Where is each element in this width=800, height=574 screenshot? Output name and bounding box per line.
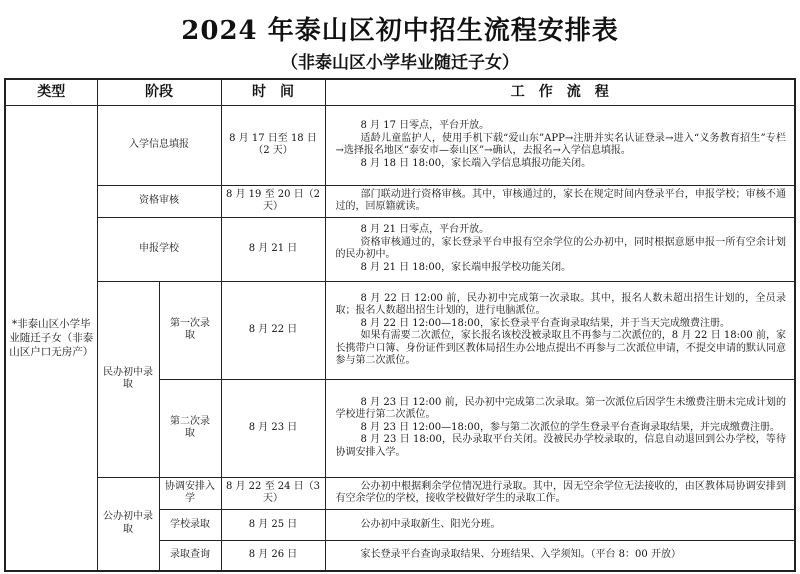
time-public-query: 8 月 26 日	[221, 540, 325, 571]
group-private: 民办初中录取	[97, 281, 159, 477]
page-title: 2024 年泰山区初中招生流程安排表	[181, 16, 619, 46]
table-row	[5, 185, 795, 218]
stage-public-coord: 协调安排入学	[159, 477, 221, 510]
stage-private-first: 第一次录 取	[159, 281, 221, 379]
flow-private-second: 8 月 23 日 12:00 前，民办初中完成第二次录取。第一次派位后因学生未缴费注册未完成计划的学校进行第二次派位。 8 月 23 日 12:00—18:00，参与第二次派位的学生登录平台查询录取结果，并完成缴费注册。 8 月 23 日 18:00，民办录取平台关闭。没被民办学校录取的，信息自动退回到公办学校，等待协调安排入学。	[325, 379, 795, 477]
header-flow: 工 作 流 程	[325, 79, 795, 106]
flow-qualification: 部门联动进行资格审核。其中，审核通过的，家长在规定时间内登录平台，申报学校；审核不通过的，回原籍就读。	[325, 185, 795, 218]
group-public: 公办初中录取	[97, 477, 159, 571]
stage-apply-school: 申报学校	[97, 218, 221, 281]
stage-public-query: 录取查询	[159, 540, 221, 571]
flow-public-admit: 公办初中录取新生、阳光分班。	[325, 510, 795, 541]
header-type: 类型	[5, 79, 97, 106]
table-row	[5, 477, 795, 510]
table-row	[5, 281, 795, 379]
flow-public-query: 家长登录平台查询录取结果、分班结果、入学须知。（平台 8：00 开放）	[325, 540, 795, 571]
stage-public-admit: 学校录取	[159, 510, 221, 541]
flow-public-coord: 公办初中根据剩余学位情况进行录取。其中，因无空余学位无法接收的，由区教体局协调安排到有空余学位的学校，接收学校做好学生的录取工作。	[325, 477, 795, 510]
time-public-admit: 8 月 25 日	[221, 510, 325, 541]
table-row	[5, 218, 795, 281]
type-cell: *非泰山区小学毕业随迁子女（非泰山区户口无房产）	[5, 106, 97, 571]
schedule-table	[4, 78, 796, 572]
stage-enroll-info: 入学信息填报	[97, 106, 221, 186]
stage-private-second: 第二次录 取	[159, 379, 221, 477]
page-subtitle: （非泰山区小学毕业随迁子女）	[281, 53, 519, 73]
time-enroll-info: 8 月 17 日至 18 日（2 天）	[221, 106, 325, 186]
time-public-coord: 8 月 22 至 24 日（3 天）	[221, 477, 325, 510]
time-apply-school: 8 月 21 日	[221, 218, 325, 281]
header-time: 时 间	[221, 79, 325, 106]
time-qualification: 8 月 19 至 20 日（2 天）	[221, 185, 325, 218]
table-row	[5, 106, 795, 186]
time-private-second: 8 月 23 日	[221, 379, 325, 477]
flow-private-first: 8 月 22 日 12:00 前，民办初中完成第一次录取。其中，报名人数未超出招生计划的，全员录取；报名人数超出招生计划的，进行电脑派位。 8 月 22 日 12:00—18:00，家长登录平台查询录取结果，并于当天完成缴费注册。 如果有需要二次派位，家长报名该校没被录取且不再参与二次派位的，8 月 22 日 18:00 前，家长携带户口簿、身份证件到区教体局招生办公地点提出不再参与二次派位申请，不提交申请的默认同意参与第二次派位。	[325, 281, 795, 379]
time-private-first: 8 月 22 日	[221, 281, 325, 379]
flow-enroll-info: 8 月 17 日零点，平台开放。 适龄儿童监护人，使用手机下载“爱山东”APP→注册并实名认证登录→进入“义务教育招生”专栏→选择报名地区“泰安市—泰山区”→确认，去报名→入学信息填报。 8 月 18 日 18:00，家长端入学信息填报功能关闭。	[325, 106, 795, 186]
header-row	[5, 79, 795, 106]
flow-apply-school: 8 月 21 日零点，平台开放。 资格审核通过的，家长登录平台申报有空余学位的公办初中，同时根据意愿申报一所有空余计划的民办初中。 8 月 21 日 18:00，家长端申报学校功能关闭。	[325, 218, 795, 281]
stage-qualification: 资格审核	[97, 185, 221, 218]
header-stage: 阶段	[97, 79, 221, 106]
